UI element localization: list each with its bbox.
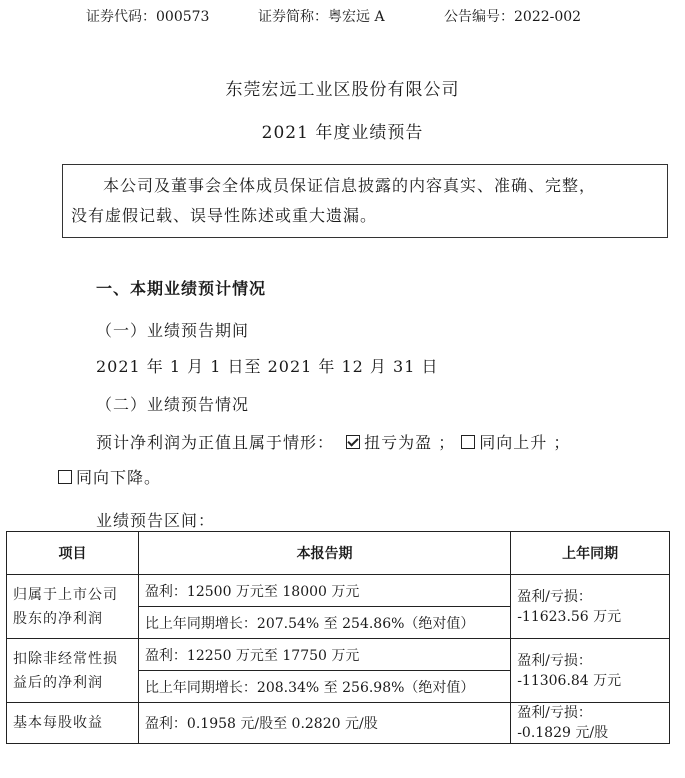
document-title: 2021 年度业绩预告 [261, 123, 424, 143]
company-name: 东莞宏远工业区股份有限公司 [225, 80, 460, 100]
row-item-label [7, 639, 139, 703]
prev-line: -11623.56 万元 [517, 608, 622, 625]
previous-value [511, 639, 670, 703]
notice-line-1: 本公司及董事会全体成员保证信息披露的内容真实、准确、完整， [103, 176, 597, 195]
item-line: 归属于上市公司 [13, 586, 118, 603]
security-short-name: 证券简称：粤宏远 A [258, 9, 385, 25]
forecast-range-label: 业绩预告区间： [96, 511, 216, 530]
subsection-forecast-heading: （二）业绩预告情况 [96, 395, 250, 414]
option-turnaround: 扭亏为盈 [364, 433, 433, 452]
table-row [7, 575, 670, 607]
row-item-label [7, 575, 139, 639]
table-row [7, 639, 670, 671]
option-separator-2: ； [553, 433, 571, 452]
current-profit-range: 盈利：12250 万元至 17750 万元 [138, 639, 510, 671]
header-item: 项目 [7, 532, 139, 575]
previous-value [511, 575, 670, 639]
checkbox-decrease-icon [58, 470, 72, 484]
current-growth-range: 比上年同期增长：208.34% 至 256.98%（绝对值） [138, 671, 510, 703]
forecast-period: 2021 年 1 月 1 日至 2021 年 12 月 31 日 [96, 357, 439, 376]
row-item-label [7, 703, 139, 744]
current-eps-range: 盈利：0.1958 元/股至 0.2820 元/股 [138, 703, 510, 744]
current-growth-range: 比上年同期增长：207.54% 至 254.86%（绝对值） [138, 607, 510, 639]
table-header-row [7, 532, 670, 575]
checkbox-increase-icon [461, 435, 475, 449]
option-increase: 同向上升 [479, 433, 548, 452]
table-row [7, 703, 670, 744]
header-current-period: 本报告期 [138, 532, 510, 575]
item-line: 股东的净利润 [13, 610, 103, 627]
announcement-number: 公告编号：2022-002 [444, 9, 582, 25]
forecast-table [6, 531, 670, 744]
prev-line: 盈利/亏损： [517, 588, 592, 605]
subsection-period-heading: （一）业绩预告期间 [96, 321, 250, 340]
prev-line: 盈利/亏损： [517, 652, 592, 669]
option-separator: ； [438, 433, 456, 452]
prev-line: -0.1829 元/股 [517, 725, 609, 741]
current-profit-range: 盈利：12500 万元至 18000 万元 [138, 575, 510, 607]
item-line: 基本每股收益 [13, 715, 103, 731]
notice-line-2: 没有虚假记载、误导性陈述或重大遗漏。 [71, 206, 378, 225]
forecast-type-line-2 [58, 465, 161, 488]
checkbox-turnaround-icon [346, 435, 360, 449]
forecast-type-line [96, 430, 570, 453]
disclosure-notice-box [62, 164, 668, 238]
prev-line: 盈利/亏损： [517, 705, 592, 721]
option-decrease: 同向下降。 [76, 468, 162, 487]
security-code: 证券代码：000573 [86, 9, 210, 25]
item-line: 益后的净利润 [13, 674, 103, 691]
previous-value [511, 703, 670, 744]
forecast-prefix: 预计净利润为正值且属于情形： [96, 433, 335, 452]
header-previous-period: 上年同期 [511, 532, 670, 575]
item-line: 扣除非经常性损 [13, 650, 118, 667]
prev-line: -11306.84 万元 [517, 672, 622, 689]
section-heading: 一、本期业绩预计情况 [96, 279, 267, 298]
